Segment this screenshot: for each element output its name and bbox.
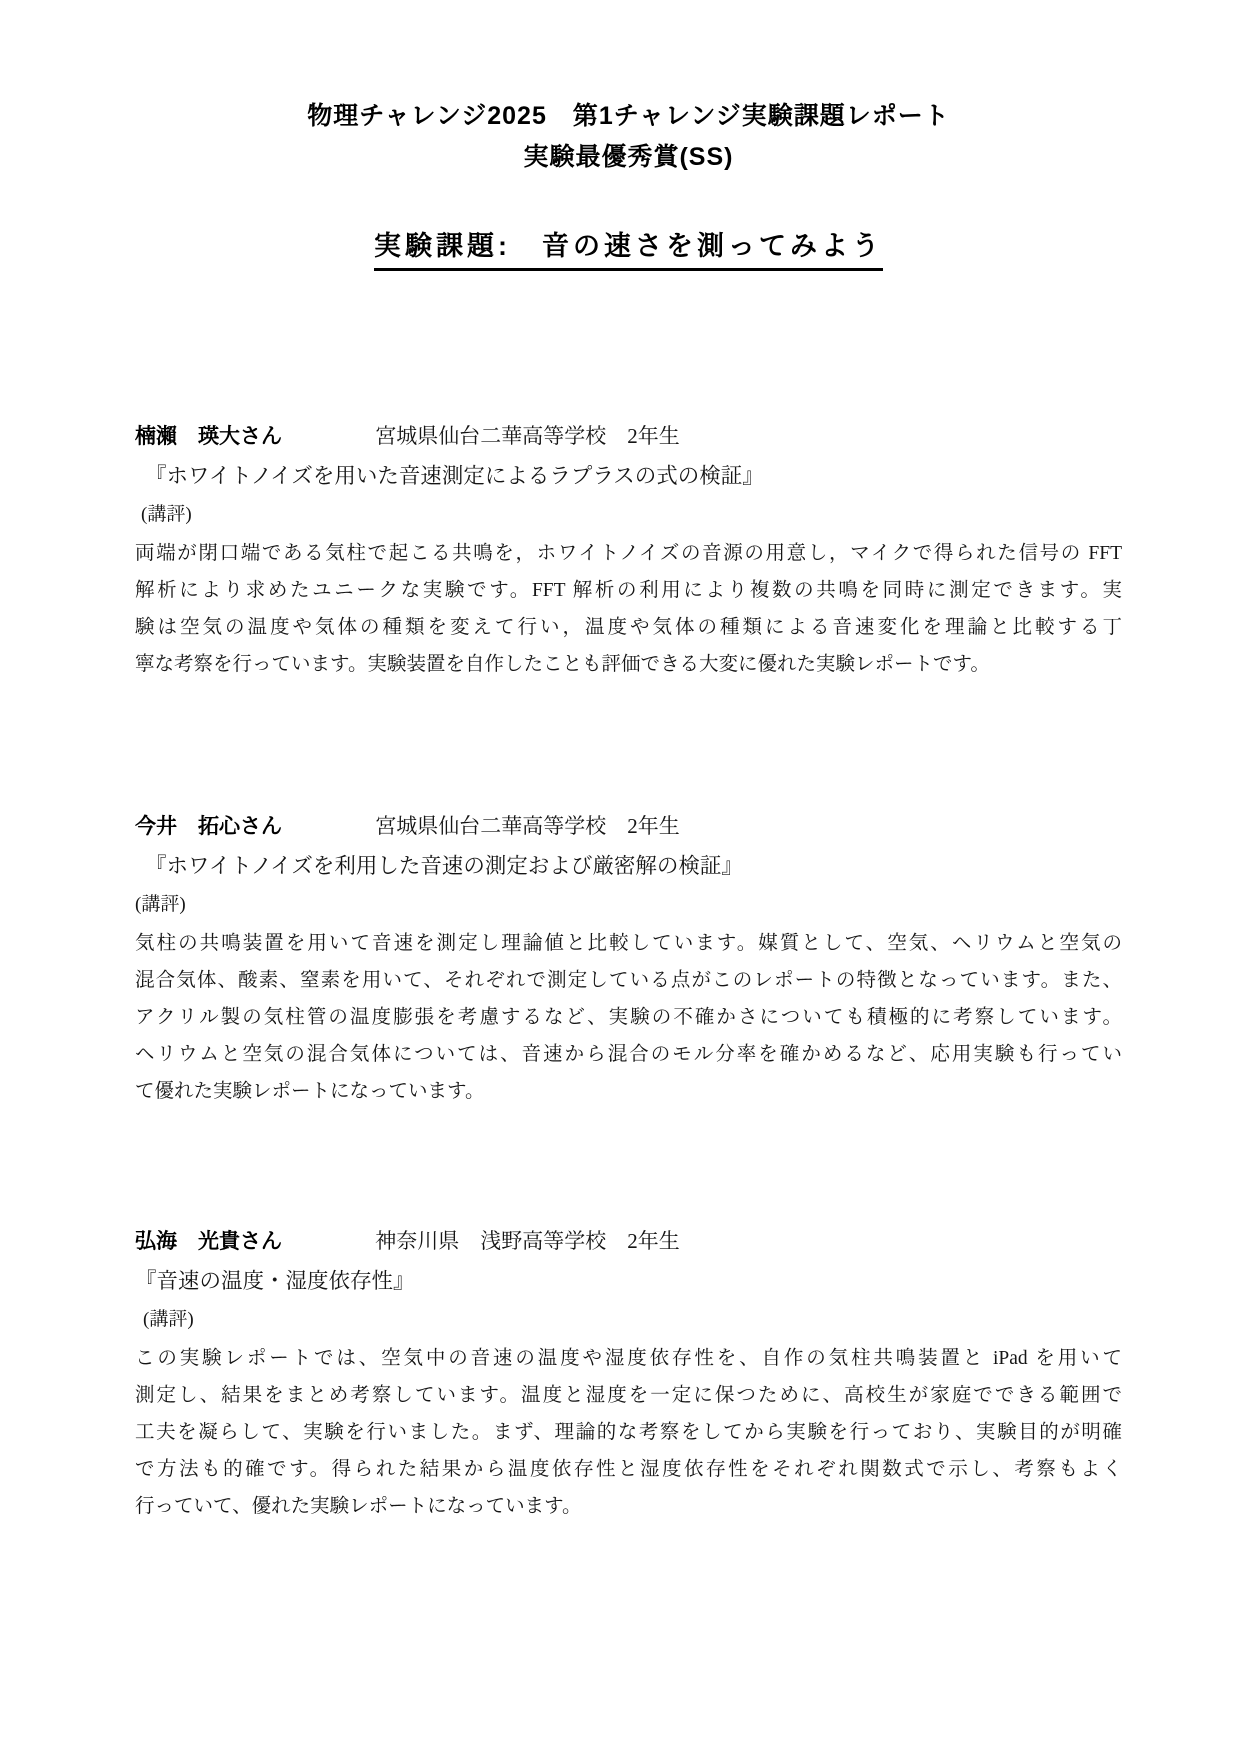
awardee-name: 楠瀨 瑛大さん (135, 425, 282, 448)
commentary-line: て優れた実験レポートになっています。 (135, 1081, 485, 1102)
commentary-line: 両端が閉口端である気柱で起こる共鳴を，ホワイトノイズの音源の用意し，マイクで得られた信号の FFT (135, 543, 1122, 564)
document-title-line1: 物理チャレンジ2025 第1チャレンジ実験課題レポート (307, 102, 950, 130)
report-title: 『ホワイトノイズを利用した音速の測定および厳密解の検証』 (145, 854, 743, 878)
commentary-line: 測定し、結果をまとめ考察しています。温度と湿度を一定に保つために、高校生が家庭でできる範囲で (135, 1385, 1122, 1406)
awardee-name: 弘海 光貴さん (135, 1230, 282, 1253)
commentary-label: (講評) (143, 1309, 194, 1330)
awardee-header (135, 421, 1122, 452)
experiment-subject-heading: 実験課題: 音の速さを測ってみよう (374, 224, 883, 271)
commentary-line: 験は空気の温度や気体の種類を変えて行い，温度や気体の種類による音速変化を理論と比較する丁 (135, 617, 1122, 638)
commentary-line: この実験レポートでは、空気中の音速の温度や湿度依存性を、自作の気柱共鳴装置と iPad を用いて (135, 1348, 1122, 1369)
awardee-header (135, 811, 1122, 842)
commentary-label: (講評) (135, 894, 186, 915)
commentary-line: ヘリウムと空気の混合気体については、音速から混合のモル分率を確かめるなど、応用実験も行ってい (135, 1044, 1122, 1065)
award-entry-1 (135, 421, 1122, 683)
commentary-line: 工夫を凝らして、実験を行いました。まず、理論的な考察をしてから実験を行っており、実験目的が明確 (135, 1422, 1122, 1443)
commentary-line: 解析により求めたユニークな実験です。FFT 解析の利用により複数の共鳴を同時に測定できます。実 (135, 580, 1122, 601)
commentary-line: で方法も的確です。得られた結果から温度依存性と湿度依存性をそれぞれ関数式で示し、考察もよく (135, 1459, 1122, 1480)
commentary-text (135, 1340, 1122, 1525)
subject-heading-row (135, 224, 1122, 271)
awardee-header (135, 1226, 1122, 1257)
awardee-school: 神奈川県 浅野高等学校 2年生 (375, 1229, 680, 1253)
commentary-label: (講評) (141, 504, 192, 525)
awardee-name: 今井 拓心さん (135, 815, 282, 838)
document-header (135, 96, 1122, 271)
award-entry-3 (135, 1226, 1122, 1525)
document-title-line2: 実験最優秀賞(SS) (523, 143, 734, 171)
award-entry-2 (135, 811, 1122, 1110)
commentary-line: 気柱の共鳴装置を用いて音速を測定し理論値と比較しています。媒質として、空気、ヘリウムと空気の (135, 933, 1122, 954)
report-title: 『ホワイトノイズを用いた音速測定によるラプラスの式の検証』 (145, 464, 764, 488)
commentary-line: アクリル製の気柱管の温度膨張を考慮するなど、実験の不確かさについても積極的に考察しています。 (135, 1007, 1122, 1028)
commentary-text (135, 535, 1122, 683)
commentary-text (135, 925, 1122, 1110)
report-title: 『音速の温度・湿度依存性』 (135, 1269, 415, 1293)
awardee-school: 宮城県仙台二華高等学校 2年生 (375, 814, 680, 838)
commentary-line: 混合気体、酸素、窒素を用いて、それぞれで測定している点がこのレポートの特徴となっています。また、 (135, 970, 1122, 991)
awardee-school: 宮城県仙台二華高等学校 2年生 (375, 424, 680, 448)
commentary-line: 行っていて、優れた実験レポートになっています。 (135, 1496, 582, 1517)
commentary-line: 寧な考察を行っています。実験装置を自作したことも評価できる大変に優れた実験レポートです。 (135, 654, 990, 675)
